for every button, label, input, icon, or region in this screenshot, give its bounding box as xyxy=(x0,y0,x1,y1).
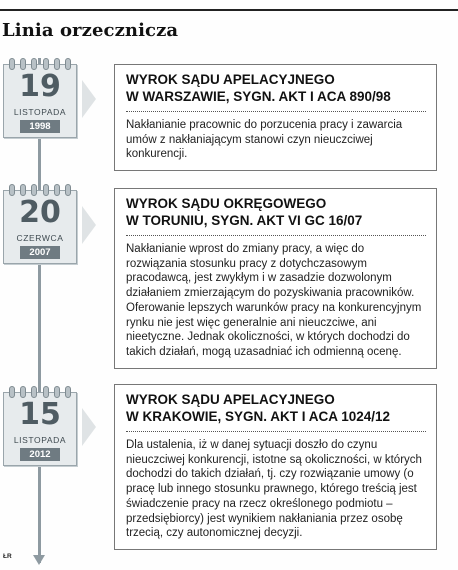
calendar-month: LISTOPADA xyxy=(13,107,67,117)
chevron-right-icon xyxy=(82,80,96,118)
calendar-icon xyxy=(3,392,77,466)
ruling-heading: WYROK SĄDU APELACYJNEGO W KRAKOWIE, SYGN. AKT I ACA 1024/12 xyxy=(126,391,426,432)
page-title: Linia orzecznicza xyxy=(2,20,179,41)
ruling-heading: WYROK SĄDU OKRĘGOWEGO W TORUNIU, SYGN. AKT VI GC 16/07 xyxy=(126,195,426,236)
ruling-text: Nakłanianie pracownic do porzucenia pracy i zawarcia umów z nakłaniającym stanowi czyn nieuczciwej konkurencji. xyxy=(126,119,403,161)
top-rule xyxy=(0,9,458,11)
calendar-year-badge: 2012 xyxy=(20,448,60,461)
calendar-month: LISTOPADA xyxy=(13,435,67,445)
chevron-right-icon xyxy=(82,206,96,244)
ruling-text: Dla ustalenia, iż w danej sytuacji doszło do czynu nieuczciwej konkurencji, istotne są okoliczności, w których dochodzi do takich działań, tj. czy rozwiązanie umowy (o pracę lub innego stosunku prawnego, którego treścią jest świadczenie pracy na rzecz określonego podmiotu – przedsiębiorcy) jest wynikiem nakłaniania przez osobę trzecią, czy autonomicznej decyzji. xyxy=(126,439,422,540)
ruling-heading: WYROK SĄDU APELACYJNEGO W WARSZAWIE, SYGN. AKT I ACA 890/98 xyxy=(126,71,426,112)
ruling-card xyxy=(114,64,437,171)
calendar-year-badge: 2007 xyxy=(20,246,60,259)
calendar-day: 20 xyxy=(19,195,61,230)
ruling-card xyxy=(114,384,437,550)
calendar-day: 19 xyxy=(19,69,61,104)
ruling-text: Nakłanianie wprost do zmiany pracy, a więc do rozwiązania stosunku pracy z dotychczasowym pracodawcą, jest zwykłym i w zasadzie dozwolonym działaniem zmierzającym do pozyskiwania pracowników. Oferowanie lepszych warunków pracy na konkurencyjnym rynku nie jest więc generalnie ani nieuczciwe, ani nieetyczne. Jednak okoliczności, w których dochodzi do takich działań, mogą uzasadniać ich odmienną ocenę. xyxy=(126,243,422,358)
calendar-day: 15 xyxy=(19,397,61,432)
arrow-down-icon xyxy=(33,555,45,565)
calendar-year-badge: 1998 xyxy=(20,120,60,133)
ruling-card xyxy=(114,188,437,369)
author-credit: ŁR xyxy=(3,553,12,560)
calendar-icon xyxy=(3,190,77,264)
chevron-right-icon xyxy=(82,408,96,446)
calendar-icon xyxy=(3,64,77,138)
calendar-month: CZERWCA xyxy=(16,233,64,243)
